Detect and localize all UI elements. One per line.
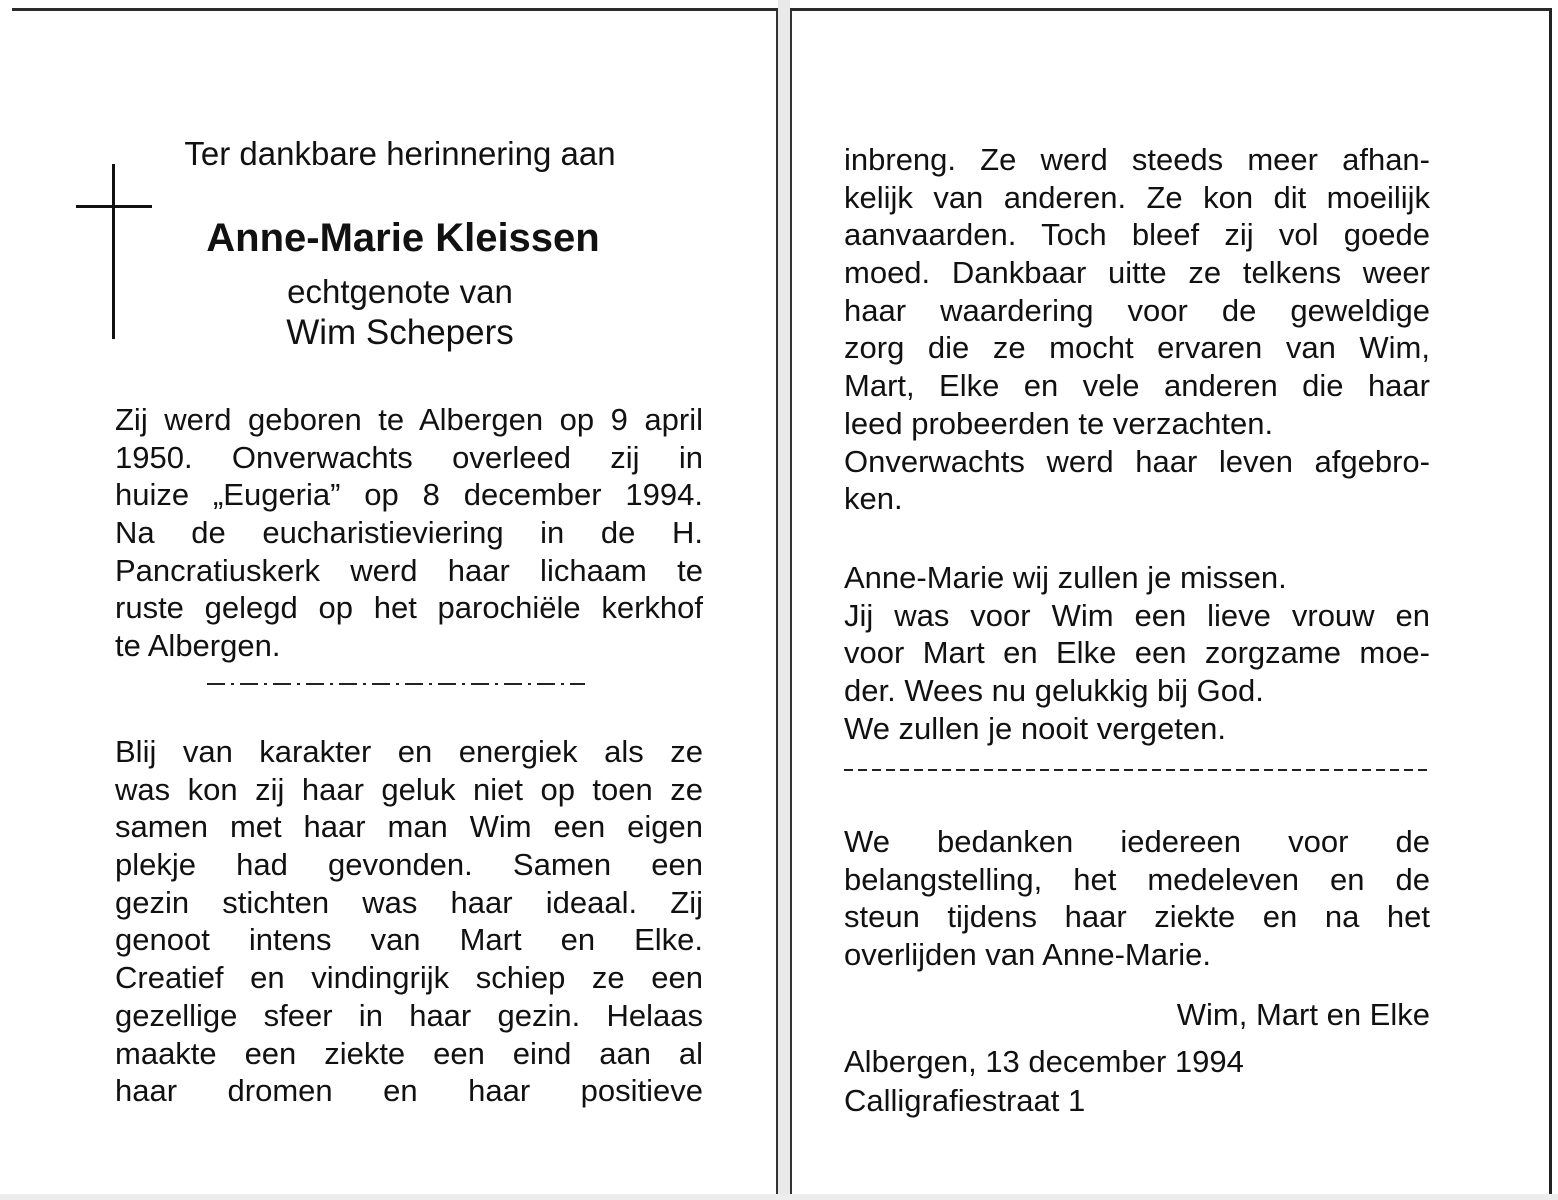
continuation-line: Mart, Elke en vele anderen die haar bbox=[844, 368, 1430, 404]
farewell-line: We zullen je nooit vergeten. bbox=[844, 710, 1226, 746]
character-line: maakte een ziekte een eind aan al bbox=[115, 1035, 703, 1071]
card-gutter bbox=[778, 0, 790, 1200]
character-line: haar dromen en haar positieve bbox=[115, 1073, 703, 1109]
thanks-paragraph bbox=[844, 823, 1430, 974]
dashed-divider bbox=[844, 765, 1430, 775]
deceased-name: Anne-Marie Kleissen bbox=[206, 216, 600, 260]
thanks-line: belangstelling, het medeleven en de bbox=[844, 861, 1430, 897]
character-line: gezellige sfeer in haar gezin. Helaas bbox=[115, 997, 703, 1033]
character-line: Blij van karakter en energiek als ze bbox=[115, 734, 703, 769]
page-bottom-edge bbox=[0, 1194, 1558, 1200]
intro-text: Ter dankbare herinnering aan bbox=[184, 135, 616, 172]
thanks-line: We bedanken iedereen voor de bbox=[844, 824, 1430, 859]
character-paragraph bbox=[115, 733, 703, 1110]
character-line: plekje had gevonden. Samen een bbox=[115, 847, 703, 883]
continuation-line: kelijk van anderen. Ze kon dit moeilijk bbox=[844, 179, 1430, 215]
cross-icon-bar bbox=[76, 205, 152, 208]
farewell-paragraph bbox=[844, 559, 1430, 747]
continuation-paragraph bbox=[844, 141, 1430, 518]
character-line: was kon zij haar geluk niet op toen ze bbox=[115, 771, 703, 807]
character-line: gezin stichten was haar ideaal. Zij bbox=[115, 884, 703, 920]
continuation-line: haar waardering voor de geweldige bbox=[844, 292, 1430, 328]
thanks-line: overlijden van Anne-Marie. bbox=[844, 937, 1212, 973]
spouse-name: Wim Schepers bbox=[286, 313, 514, 352]
biography-line: Zij werd geboren te Albergen op 9 april bbox=[115, 402, 703, 437]
place-date: Albergen, 13 december 1994 bbox=[844, 1044, 1244, 1079]
right-card bbox=[790, 8, 1552, 1194]
biography-line: ruste gelegd op het parochiële kerkhof bbox=[115, 590, 703, 626]
left-card bbox=[12, 8, 778, 1194]
thanks-line: steun tijdens haar ziekte en na het bbox=[844, 899, 1430, 935]
farewell-line: der. Wees nu gelukkig bij God. bbox=[844, 673, 1264, 709]
signature: Wim, Mart en Elke bbox=[1176, 997, 1430, 1032]
biography-line: Na de eucharistieviering in de H. bbox=[115, 515, 703, 551]
biography-line: huize „Eugeria” op 8 december 1994. bbox=[115, 477, 703, 513]
continuation-line: leed probeerden te verzachten. bbox=[844, 405, 1274, 441]
continuation-line: zorg die ze mocht ervaren van Wim, bbox=[844, 330, 1430, 366]
continuation-line: moed. Dankbaar uitte ze telkens weer bbox=[844, 255, 1430, 291]
biography-line: 1950. Onverwachts overleed zij in bbox=[115, 439, 703, 475]
continuation-line: Onverwachts werd haar leven afgebro- bbox=[844, 443, 1430, 479]
biography-paragraph bbox=[115, 401, 703, 665]
farewell-line: Jij was voor Wim een lieve vrouw en bbox=[844, 597, 1430, 633]
address: Calligrafiestraat 1 bbox=[844, 1083, 1086, 1118]
biography-line: Pancratiuskerk werd haar lichaam te bbox=[115, 552, 703, 588]
spouse-label: echtgenote van bbox=[287, 273, 513, 310]
farewell-line: voor Mart en Elke een zorgzame moe- bbox=[844, 635, 1430, 671]
character-line: genoot intens van Mart en Elke. bbox=[115, 922, 703, 958]
cross-icon bbox=[112, 164, 115, 339]
farewell-line: Anne-Marie wij zullen je missen. bbox=[844, 560, 1287, 595]
continuation-line: ken. bbox=[844, 481, 903, 517]
biography-line: te Albergen. bbox=[115, 628, 281, 664]
character-line: Creatief en vindingrijk schiep ze een bbox=[115, 960, 703, 996]
character-line: samen met haar man Wim een eigen bbox=[115, 809, 703, 845]
continuation-line: inbreng. Ze werd steeds meer afhan- bbox=[844, 142, 1430, 177]
continuation-line: aanvaarden. Toch bleef zij vol goede bbox=[844, 217, 1430, 253]
dash-dot-divider bbox=[207, 674, 585, 694]
